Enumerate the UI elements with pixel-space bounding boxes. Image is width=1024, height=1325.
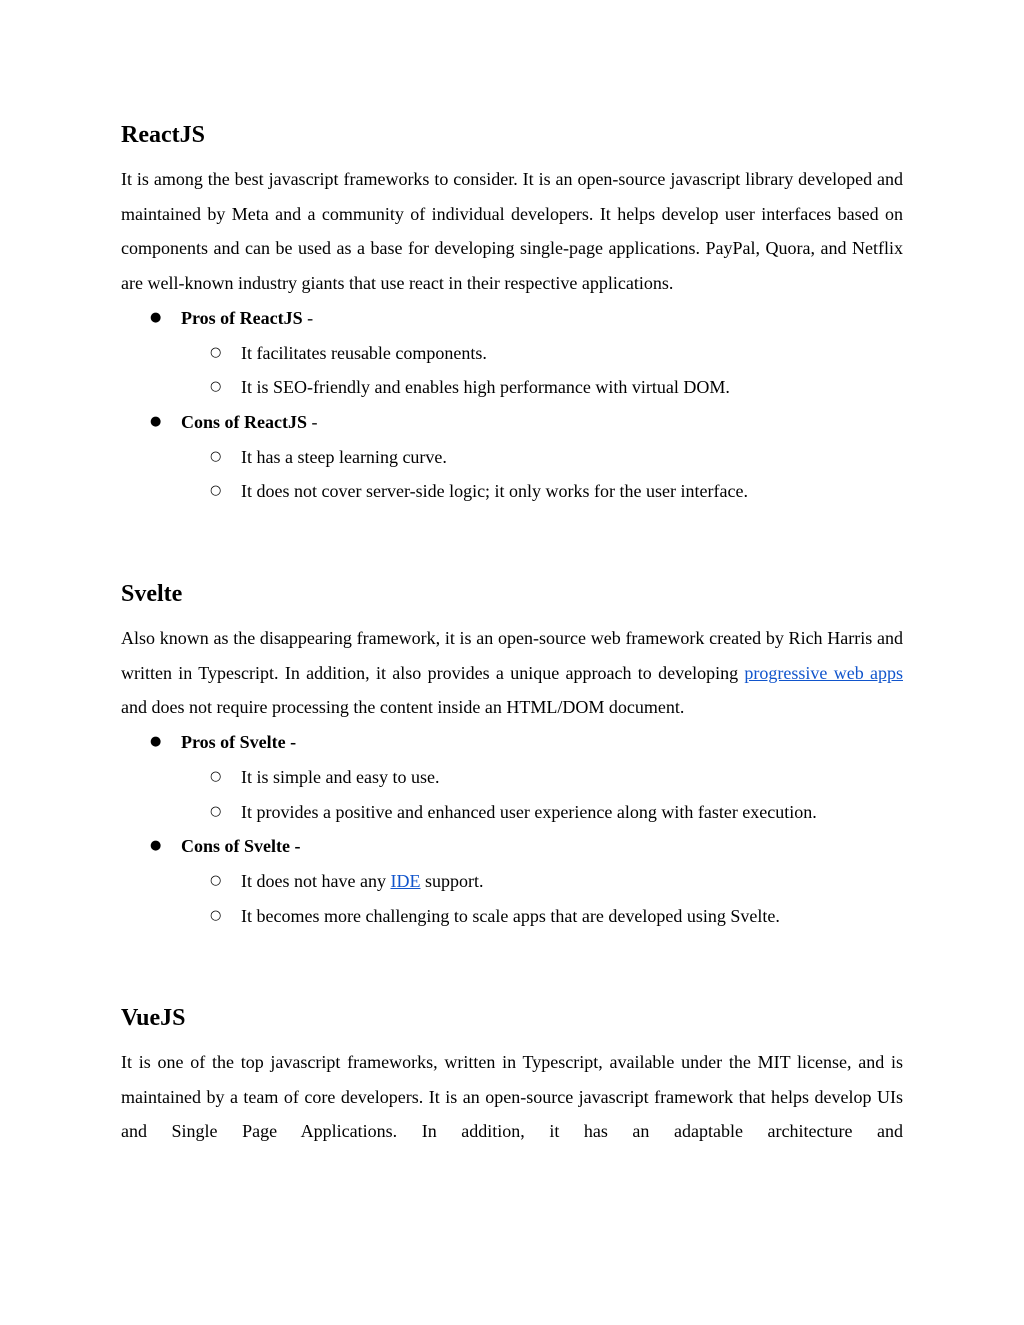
pros-svelte-item: It provides a positive and enhanced user experience along with faster execution. xyxy=(241,801,817,822)
list-item-pros-reactjs xyxy=(121,301,903,405)
circle-bullet-icon: ○ xyxy=(210,483,222,499)
bullet-icon: ● xyxy=(150,838,162,854)
ide-link[interactable]: IDE xyxy=(390,870,421,891)
circle-bullet-icon: ○ xyxy=(210,872,222,888)
cons-reactjs-item: It has a steep learning curve. xyxy=(241,446,447,467)
progressive-web-apps-link[interactable]: progressive web apps xyxy=(744,662,903,683)
list-item xyxy=(121,336,903,371)
circle-bullet-icon: ○ xyxy=(210,344,222,360)
section-vuejs xyxy=(121,1003,903,1149)
bullet-icon: ● xyxy=(150,413,162,429)
paragraph-vuejs: It is one of the top javascript frameworks, written in Typescript, available under the MIT license, and is maintained by a team of core developers. It is an open-source javascript framework that helps develop UIs and Single Page Applications. In addition, it has an adaptable architecture and xyxy=(121,1052,903,1142)
cons-reactjs-suffix: - xyxy=(307,411,318,432)
paragraph-reactjs: It is among the best javascript frameworks to consider. It is an open-source javascript library developed and maintained by Meta and a community of individual developers. It helps develop user interfaces based on components and can be used as a base for developing single-page applications. PayPal, Quora, and Netflix are well-known industry giants that use react in their respective applications. xyxy=(121,169,903,294)
pros-svelte-title: Pros of Svelte - xyxy=(181,732,297,753)
circle-bullet-icon: ○ xyxy=(210,803,222,819)
heading-svelte: Svelte xyxy=(121,581,183,607)
list-item-cons-reactjs xyxy=(121,405,903,509)
list-item xyxy=(121,370,903,405)
list-item xyxy=(121,474,903,509)
cons-svelte-item-end: support. xyxy=(420,870,484,891)
list-item xyxy=(121,760,903,795)
list-item-cons-svelte xyxy=(121,829,903,933)
svelte-bullet-list xyxy=(121,725,903,933)
section-reactjs xyxy=(121,120,903,509)
cons-reactjs-title: Cons of ReactJS xyxy=(181,411,307,432)
bullet-icon: ● xyxy=(150,309,162,325)
heading-reactjs: ReactJS xyxy=(121,122,205,148)
list-item xyxy=(121,899,903,934)
circle-bullet-icon: ○ xyxy=(210,768,222,784)
pros-reactjs-item: It is SEO-friendly and enables high performance with virtual DOM. xyxy=(241,377,730,398)
list-item-pros-svelte xyxy=(121,725,903,829)
pros-reactjs-suffix: - xyxy=(302,307,314,328)
cons-svelte-title: Cons of Svelte - xyxy=(181,836,301,857)
pros-reactjs-title: Pros of ReactJS xyxy=(181,307,303,328)
cons-reactjs-list xyxy=(181,440,903,509)
bullet-icon: ● xyxy=(150,734,162,750)
circle-bullet-icon: ○ xyxy=(210,448,222,464)
list-item xyxy=(121,864,903,899)
svelte-paragraph-end: and does not require processing the content inside an HTML/DOM document. xyxy=(121,697,685,718)
reactjs-bullet-list xyxy=(121,301,903,509)
list-item xyxy=(121,440,903,475)
pros-reactjs-list xyxy=(181,336,903,405)
cons-svelte-item: It becomes more challenging to scale apps that are developed using Svelte. xyxy=(241,905,780,926)
pros-svelte-item: It is simple and easy to use. xyxy=(241,766,440,787)
svelte-paragraph-start: Also known as the disappearing framework, it is an open-source web framework created by Rich Harris and written in Typescript. In addition, it also provides a unique approach to developing xyxy=(121,628,903,683)
pros-svelte-list xyxy=(181,760,903,829)
list-item xyxy=(121,795,903,830)
cons-svelte-item-start: It does not have any xyxy=(241,870,391,891)
section-svelte xyxy=(121,579,903,933)
paragraph-svelte xyxy=(121,621,903,725)
circle-bullet-icon: ○ xyxy=(210,907,222,923)
cons-reactjs-item: It does not cover server-side logic; it only works for the user interface. xyxy=(241,481,748,502)
pros-reactjs-item: It facilitates reusable components. xyxy=(241,342,487,363)
circle-bullet-icon: ○ xyxy=(210,379,222,395)
cons-svelte-list xyxy=(181,864,903,933)
heading-vuejs: VueJS xyxy=(121,1005,186,1031)
